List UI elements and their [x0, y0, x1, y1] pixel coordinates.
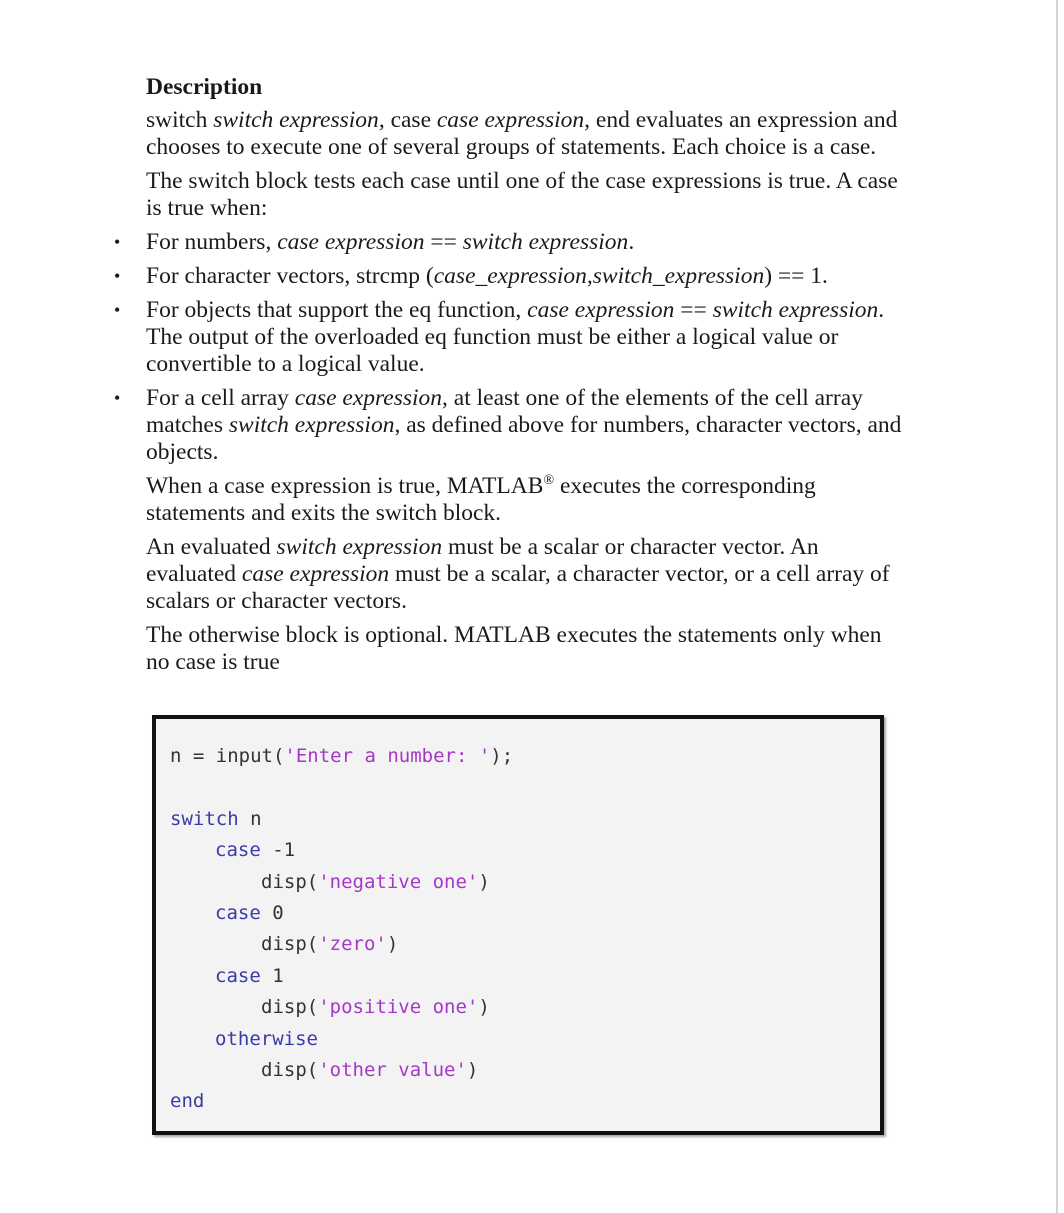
- text-run: , case: [378, 107, 437, 133]
- text-run-italic: case expression: [277, 229, 425, 255]
- text-run-italic: case expression: [527, 297, 675, 323]
- code-keyword: case: [215, 964, 261, 987]
- code-token: n: [238, 807, 262, 830]
- code-keyword: case: [215, 839, 261, 862]
- text-run: . The output of the overloaded eq function must be either a logical value or convertible to a logical value.: [146, 297, 885, 377]
- list-item: [146, 385, 906, 466]
- text-run: , as defined above for numbers, character vectors, and objects.: [146, 412, 902, 465]
- text-run: executes the corresponding statements and exits the switch block.: [146, 473, 816, 526]
- code-token: ): [466, 1058, 479, 1081]
- paragraph-otherwise: The otherwise block is optional. MATLAB executes the statements only when no case is true: [146, 622, 882, 675]
- paragraph-evaluated: [146, 534, 906, 615]
- text-run: For character vectors, strcmp (: [146, 263, 434, 289]
- code-block: [170, 741, 513, 1118]
- code-string: 'zero': [318, 933, 387, 956]
- text-run-italic: case expression: [241, 561, 390, 587]
- list-item: [146, 297, 906, 378]
- text-run: For numbers,: [146, 229, 278, 255]
- code-token: disp(: [261, 996, 319, 1019]
- code-line: [170, 1024, 513, 1055]
- list-item: [146, 263, 906, 290]
- description-section: [146, 74, 906, 683]
- text-run-italic: switch expression: [712, 297, 879, 323]
- text-run-italic: switch expression: [213, 107, 379, 133]
- code-token: ): [478, 996, 490, 1019]
- code-keyword: otherwise: [215, 1027, 318, 1050]
- text-run-italic: case_expression,switch_expression: [433, 263, 765, 289]
- text-run: ) == 1.: [764, 263, 828, 289]
- code-line: [170, 867, 513, 898]
- page-edge-divider: [1056, 0, 1058, 1213]
- paragraph-syntax: [146, 107, 906, 161]
- code-keyword: case: [215, 901, 261, 924]
- list-item: [146, 229, 906, 256]
- code-line: [170, 804, 513, 835]
- code-token: n = input(: [170, 745, 285, 767]
- text-run: switch: [146, 107, 214, 133]
- text-run: For objects that support the eq function,: [146, 297, 528, 323]
- text-run: ==: [424, 229, 463, 255]
- code-token: disp(: [261, 1058, 319, 1081]
- registered-mark: ®: [543, 473, 555, 489]
- text-run: An evaluated: [146, 534, 277, 560]
- code-string: 'negative one': [318, 870, 479, 893]
- code-token: 0: [260, 901, 284, 924]
- code-keyword: switch: [170, 807, 239, 830]
- code-line-blank: [170, 772, 513, 803]
- code-token: ): [386, 933, 399, 956]
- code-string: 'other value': [318, 1058, 467, 1081]
- code-token: -1: [260, 839, 296, 862]
- code-token: );: [490, 745, 514, 767]
- code-line: [170, 898, 513, 929]
- case-true-list: [146, 229, 906, 466]
- code-line: [170, 961, 513, 992]
- paragraph-case-true: The switch block tests each case until one of the case expressions is true. A case is true when:: [146, 168, 898, 221]
- code-line: [170, 1055, 513, 1086]
- code-line: [170, 835, 513, 866]
- text-run-italic: case expression: [436, 107, 585, 133]
- code-token: 1: [260, 964, 284, 987]
- text-run: For a cell array: [146, 385, 295, 411]
- text-run: , at least one of the elements of the cell array matches: [146, 385, 863, 438]
- text-run-italic: switch expression: [228, 412, 395, 438]
- section-heading: Description: [146, 74, 263, 100]
- code-example-box: [152, 715, 884, 1135]
- text-run: , end evaluates an expression and chooses to execute one of several groups of statements. Each choice is a case.: [146, 107, 898, 160]
- code-string: 'Enter a number: ': [284, 745, 491, 767]
- text-run: must be a scalar, a character vector, or a cell array of scalars or character vectors.: [146, 561, 890, 614]
- paragraph-matlab-executes: [146, 473, 906, 527]
- text-run: ==: [674, 297, 713, 323]
- text-run: When a case expression is true, MATLAB: [146, 473, 544, 499]
- code-keyword: end: [170, 1090, 205, 1113]
- text-run-italic: switch expression: [462, 229, 629, 255]
- code-token: disp(: [261, 933, 319, 956]
- code-line: [170, 929, 513, 960]
- text-run: must be a scalar or character vector. An evaluated: [146, 534, 819, 587]
- text-run: .: [628, 229, 635, 255]
- code-line: [170, 741, 513, 772]
- code-line: [170, 1086, 513, 1117]
- code-string: 'positive one': [318, 996, 479, 1019]
- code-line: [170, 992, 513, 1023]
- text-run-italic: case expression: [294, 385, 443, 411]
- code-token: disp(: [261, 870, 319, 893]
- code-token: ): [478, 870, 490, 893]
- text-run-italic: switch expression: [276, 534, 443, 560]
